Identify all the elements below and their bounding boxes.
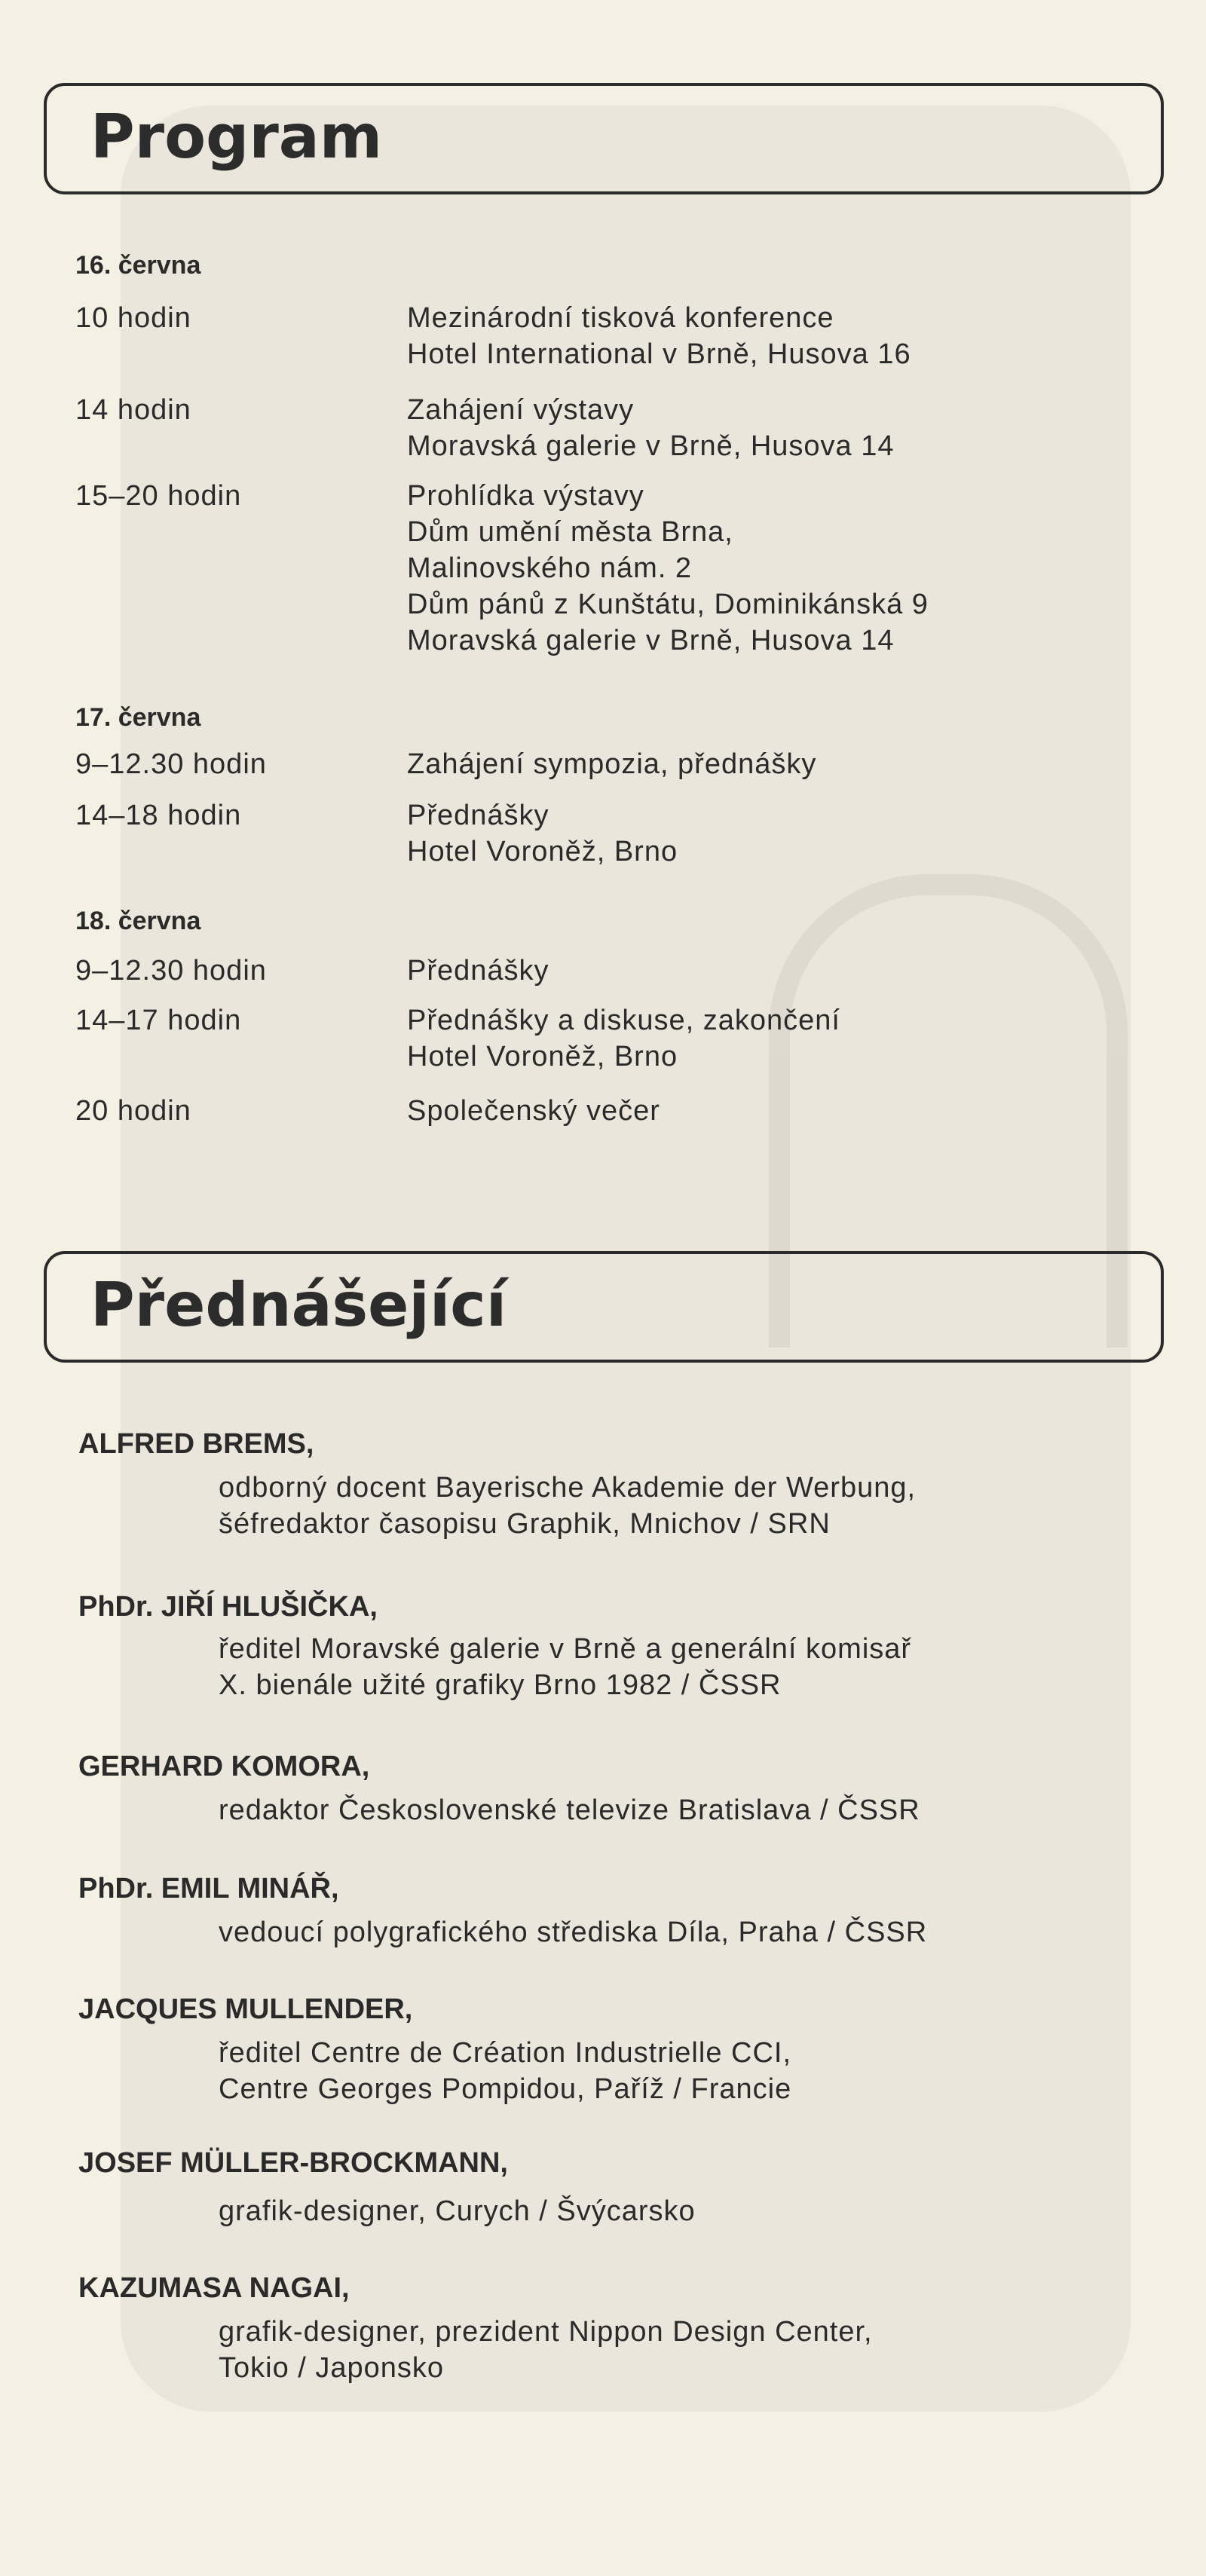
speakers-heading-box	[44, 1251, 1164, 1363]
speaker-name: KAZUMASA NAGAI,	[78, 2272, 350, 2304]
speaker-line: Centre Georges Pompidou, Paříž / Francie	[219, 2073, 792, 2105]
speaker-description	[219, 1792, 920, 1828]
event-line: Malinovského nám. 2	[407, 552, 693, 584]
program-title: Program	[90, 102, 383, 172]
speaker-line: redaktor Československé televize Bratislava / ČSSR	[219, 1794, 920, 1826]
speaker-description	[219, 1631, 911, 1703]
event-line: Moravská galerie v Brně, Husova 14	[407, 430, 895, 462]
speaker-line: grafik-designer, Curych / Švýcarsko	[219, 2195, 696, 2227]
event-description	[407, 478, 929, 659]
speaker-name: ALFRED BREMS,	[78, 1428, 314, 1460]
program-date: 18. června	[75, 907, 201, 935]
speaker-name: PhDr. EMIL MINÁŘ,	[78, 1873, 339, 1904]
speaker-name: PhDr. JIŘÍ HLUŠIČKA,	[78, 1591, 378, 1623]
event-line: Společenský večer	[407, 1095, 660, 1127]
speaker-line: Tokio / Japonsko	[219, 2352, 445, 2384]
speaker-line: šéfredaktor časopisu Graphik, Mnichov / SRN	[219, 1508, 831, 1540]
speaker-name: GERHARD KOMORA,	[78, 1751, 370, 1782]
event-description	[407, 1093, 660, 1129]
program-heading-box	[44, 83, 1164, 194]
event-line: Hotel Voroněž, Brno	[407, 1041, 678, 1072]
event-line: Zahájení výstavy	[407, 394, 635, 426]
event-line: Zahájení sympozia, přednášky	[407, 748, 817, 780]
speakers-title: Přednášející	[90, 1270, 507, 1340]
program-date: 17. června	[75, 703, 201, 732]
event-line: Přednášky	[407, 800, 549, 831]
event-description	[407, 1002, 840, 1075]
event-time: 9–12.30 hodin	[75, 748, 267, 780]
event-time: 9–12.30 hodin	[75, 955, 267, 987]
speaker-line: X. bienále užité grafiky Brno 1982 / ČSSR	[219, 1669, 782, 1701]
event-time: 15–20 hodin	[75, 480, 242, 512]
event-time: 10 hodin	[75, 302, 191, 334]
event-time: 14 hodin	[75, 394, 191, 426]
event-line: Hotel International v Brně, Husova 16	[407, 338, 911, 370]
speaker-description	[219, 2193, 696, 2229]
speaker-description	[219, 1470, 916, 1542]
speaker-line: vedoucí polygrafického střediska Díla, Praha / ČSSR	[219, 1917, 928, 1948]
event-description	[407, 953, 549, 989]
speaker-line: ředitel Centre de Création Industrielle CCI,	[219, 2037, 792, 2069]
event-line: Mezinárodní tisková konference	[407, 302, 834, 334]
speaker-description	[219, 2314, 873, 2386]
event-line: Prohlídka výstavy	[407, 480, 644, 512]
event-line: Hotel Voroněž, Brno	[407, 836, 678, 867]
speaker-description	[219, 1914, 927, 1950]
event-description	[407, 797, 678, 870]
speaker-line: grafik-designer, prezident Nippon Design Center,	[219, 2316, 873, 2348]
event-line: Přednášky a diskuse, zakončení	[407, 1005, 840, 1036]
speaker-line: ředitel Moravské galerie v Brně a generální komisař	[219, 1633, 912, 1665]
speaker-line: odborný docent Bayerische Akademie der Werbung,	[219, 1472, 917, 1504]
event-line: Moravská galerie v Brně, Husova 14	[407, 625, 895, 656]
speaker-name: JACQUES MULLENDER,	[78, 1993, 413, 2025]
program-date: 16. června	[75, 251, 201, 280]
event-description	[407, 392, 895, 464]
event-line: Dům pánů z Kunštátu, Dominikánská 9	[407, 589, 929, 620]
event-time: 20 hodin	[75, 1095, 191, 1127]
speaker-description	[219, 2035, 791, 2107]
event-time: 14–18 hodin	[75, 800, 242, 831]
event-description	[407, 746, 816, 782]
event-line: Dům umění města Brna,	[407, 516, 733, 548]
event-time: 14–17 hodin	[75, 1005, 242, 1036]
event-line: Přednášky	[407, 955, 549, 987]
speaker-name: JOSEF MÜLLER-BROCKMANN,	[78, 2147, 508, 2179]
event-description	[407, 300, 911, 372]
